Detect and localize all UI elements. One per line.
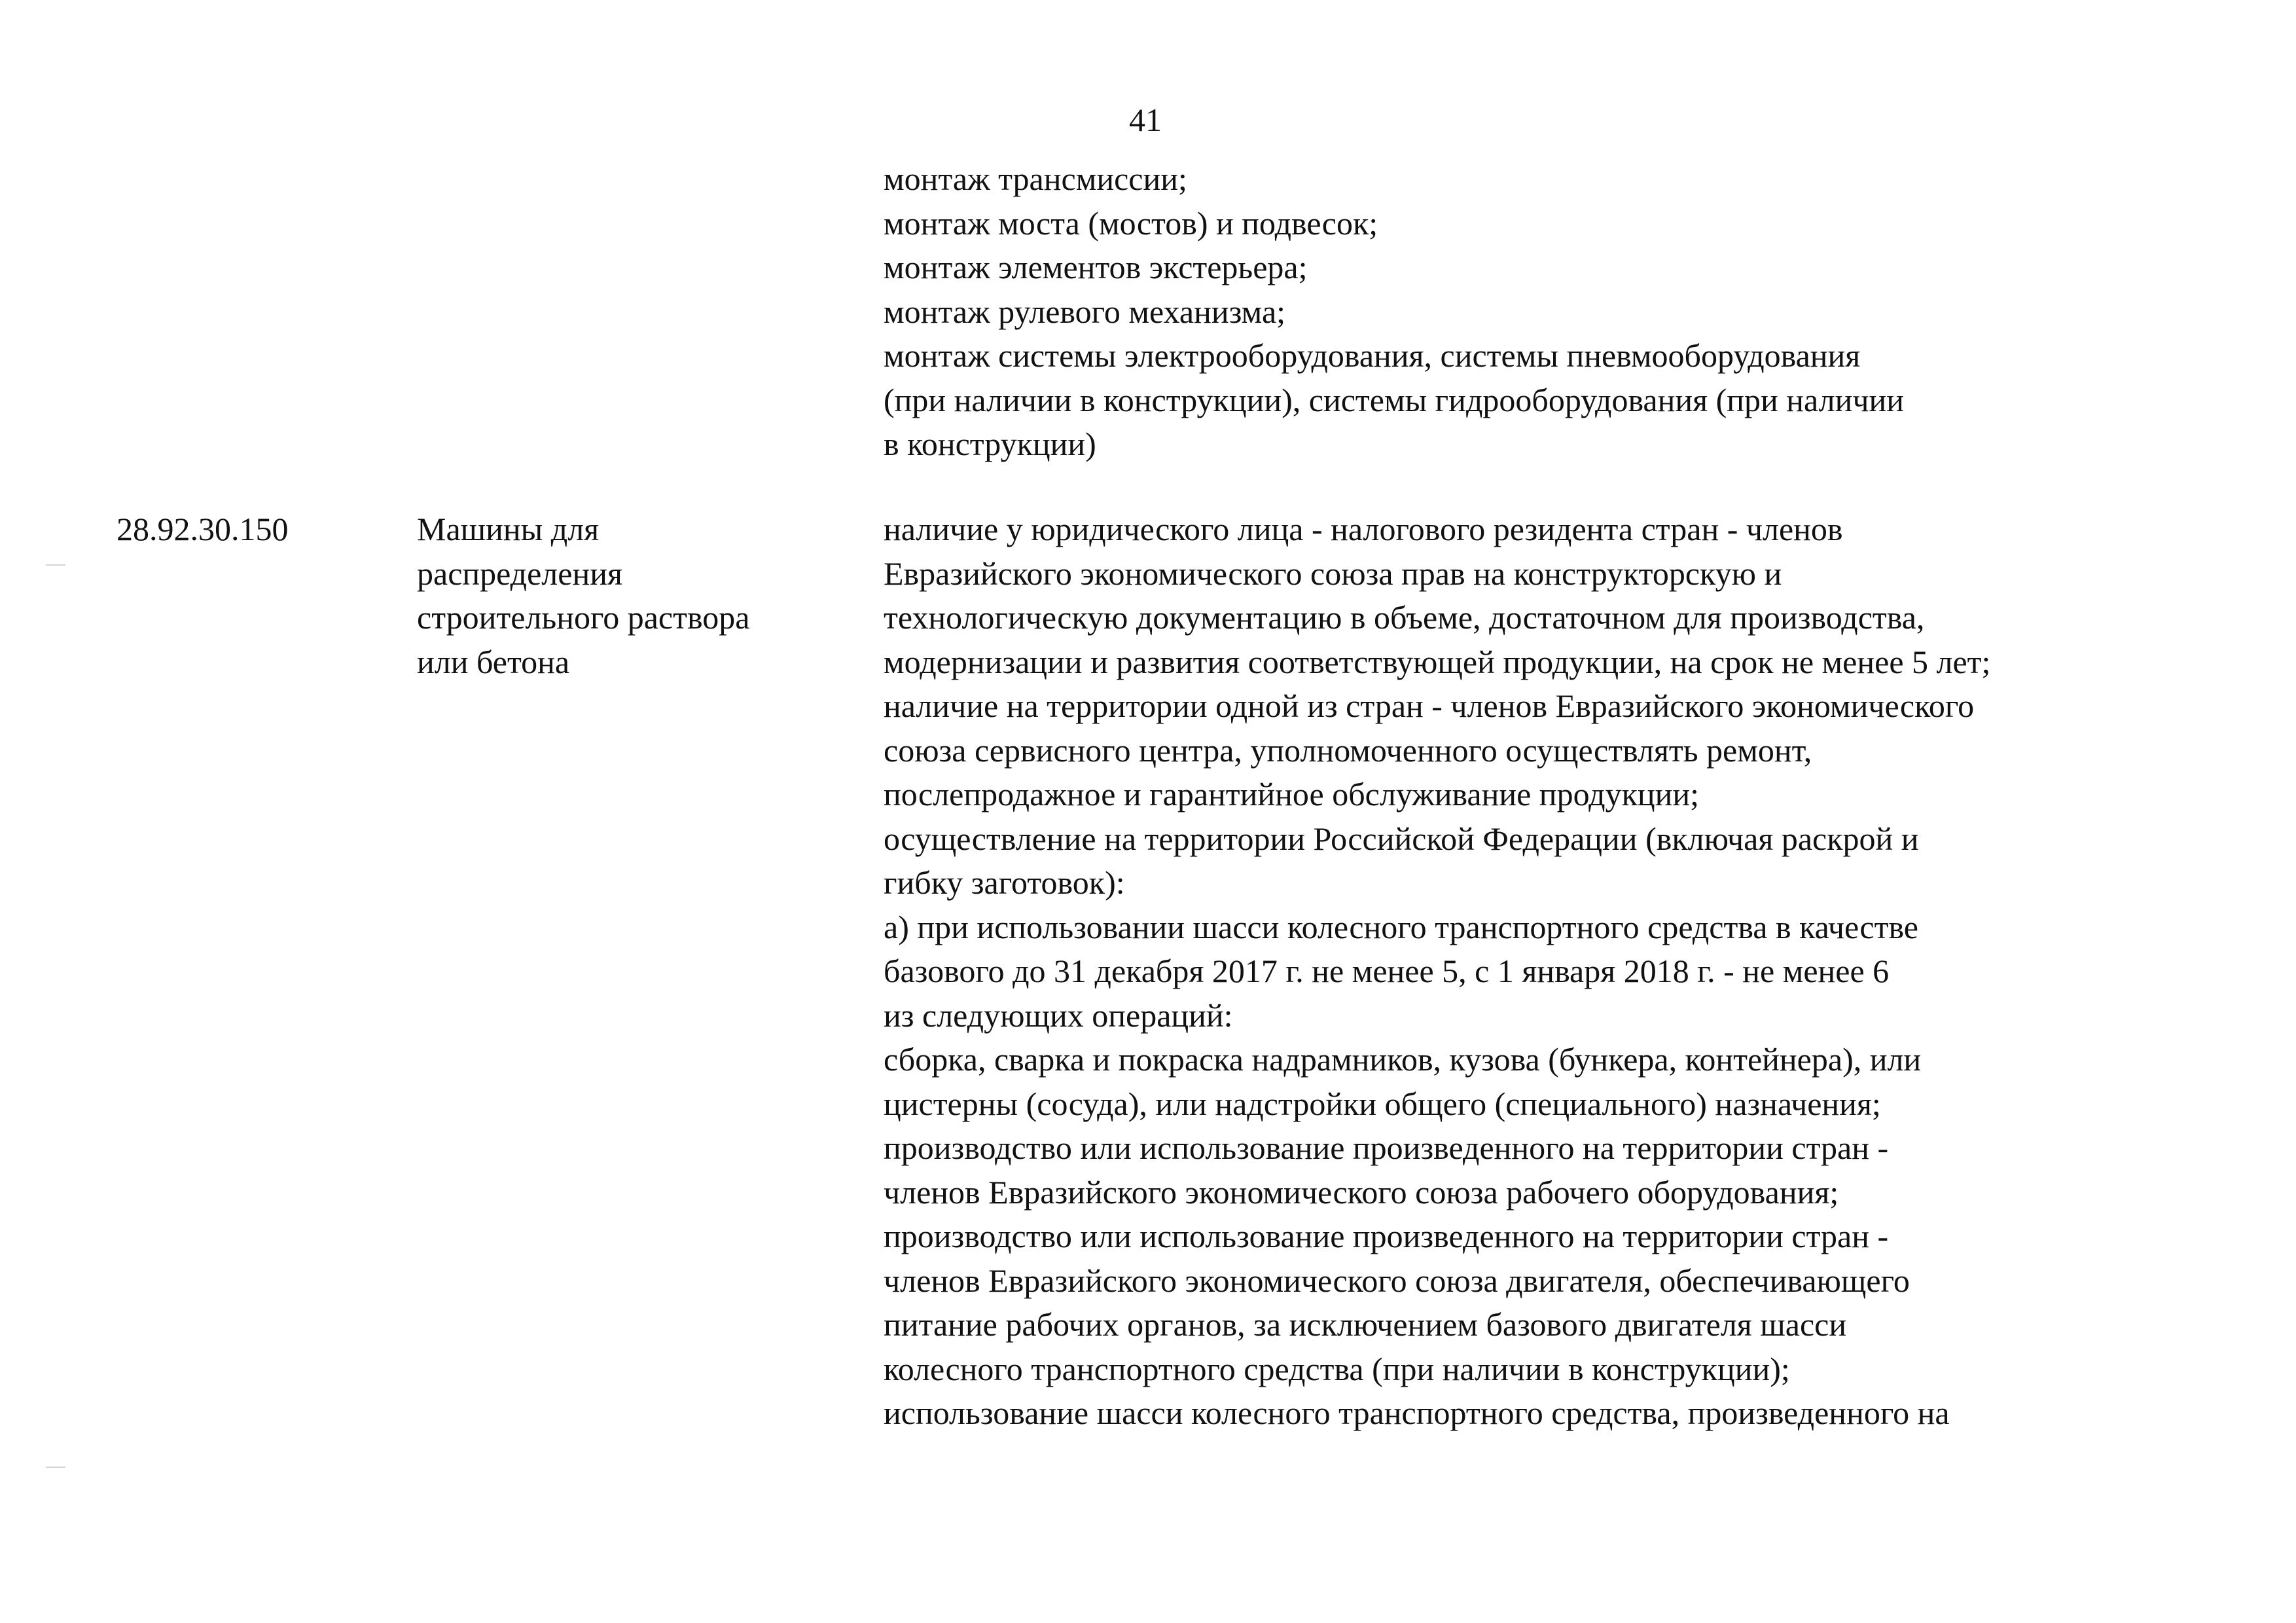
requirement-line: членов Евразийского экономического союза рабочего оборудования;	[884, 1173, 1839, 1211]
requirement-line: Евразийского экономического союза прав на конструкторскую и	[884, 555, 1782, 592]
requirement-line: цистерны (сосуда), или надстройки общего (специального) назначения;	[884, 1085, 1881, 1122]
requirement-line: сборка, сварка и покраска надрамников, кузова (бункера, контейнера), или	[884, 1041, 1922, 1078]
requirement-line: производство или использование произведенного на территории стран -	[884, 1218, 1889, 1254]
requirement-line: наличие на территории одной из стран - членов Евразийского экономического	[884, 687, 1975, 724]
margin-scan-mark	[46, 564, 65, 566]
continuation-line: монтаж трансмиссии;	[884, 160, 1187, 197]
requirement-line: питание рабочих органов, за исключением базового двигателя шасси	[884, 1306, 1847, 1343]
requirement-line: союза сервисного центра, уполномоченного осуществлять ремонт,	[884, 731, 1812, 769]
requirement-line: модернизации и развития соответствующей продукции, на срок не менее 5 лет;	[884, 643, 1991, 680]
requirement-line: а) при использовании шасси колесного транспортного средства в качестве	[884, 908, 1918, 945]
continuation-line: монтаж моста (мостов) и подвесок;	[884, 204, 1378, 242]
continuation-line: в конструкции)	[884, 426, 1096, 462]
requirements-text	[884, 507, 2232, 1436]
requirement-line: членов Евразийского экономического союза двигателя, обеспечивающего	[884, 1262, 1910, 1299]
continuation-line: (при наличии в конструкции), системы гидрооборудования (при наличии	[884, 381, 1905, 418]
requirement-line: наличие у юридического лица - налогового резидента стран - членов	[884, 511, 1843, 547]
requirement-line: использование шасси колесного транспортного средства, произведенного на	[884, 1395, 1950, 1431]
continuation-line: монтаж элементов экстерьера;	[884, 249, 1308, 285]
requirement-line: из следующих операций:	[884, 996, 1233, 1034]
continuation-line: монтаж рулевого механизма;	[884, 293, 1286, 330]
margin-scan-mark	[46, 1467, 65, 1468]
requirement-line: осуществление на территории Российской Федерации (включая раскрой и	[884, 820, 1919, 857]
requirement-line: производство или использование произведенного на территории стран -	[884, 1129, 1889, 1166]
requirement-line: послепродажное и гарантийное обслуживание продукции;	[884, 776, 1700, 812]
product-name	[417, 507, 842, 684]
product-name-line: строительного раствора	[417, 599, 750, 636]
product-name-line: Машины для	[417, 511, 600, 547]
page-number: 41	[1129, 101, 1162, 138]
requirement-line: гибку заготовок):	[884, 864, 1125, 901]
requirement-line: базового до 31 декабря 2017 г. не менее 5, с 1 января 2018 г. - не менее 6	[884, 953, 1890, 989]
requirement-line: колесного транспортного средства (при наличии в конструкции);	[884, 1350, 1790, 1387]
requirement-line: технологическую документацию в объеме, достаточном для производства,	[884, 599, 1925, 636]
product-name-line: распределения	[417, 555, 622, 592]
continuation-text	[884, 157, 2206, 467]
product-name-line: или бетона	[417, 643, 570, 680]
okpd-code: 28.92.30.150	[117, 511, 289, 547]
continuation-line: монтаж системы электрооборудования, системы пневмооборудования	[884, 337, 1861, 374]
